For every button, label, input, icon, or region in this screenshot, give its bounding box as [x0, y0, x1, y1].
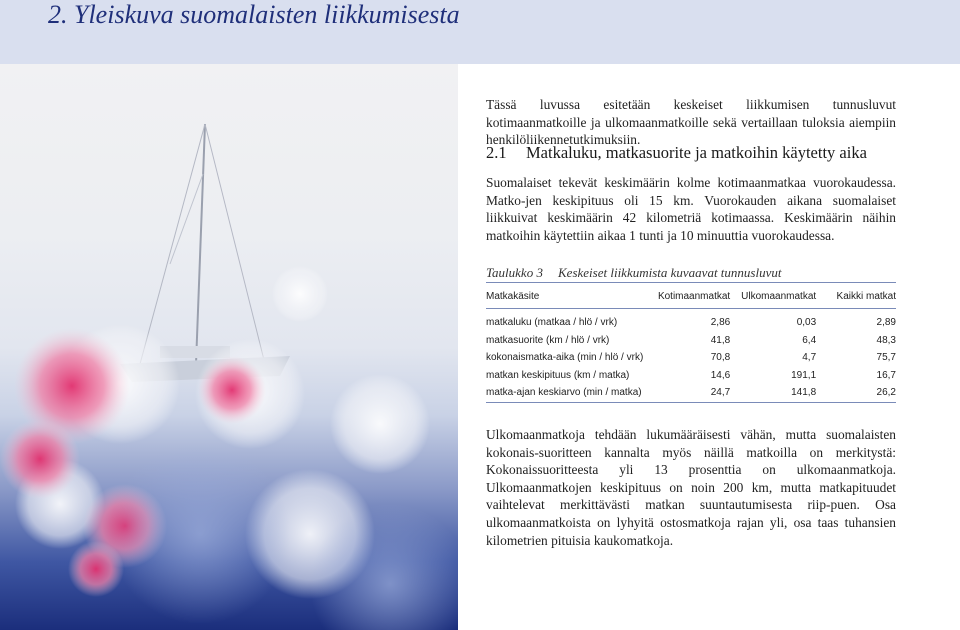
table-cell: kokonaismatka-aika (min / hlö / vrk): [486, 352, 644, 364]
table-cell: 16,7: [876, 369, 896, 381]
sailboat-flower-illustration: [0, 64, 458, 630]
table-row: [486, 384, 896, 402]
table-cell: 24,7: [658, 384, 730, 402]
table-cell: 4,7: [802, 352, 817, 364]
table-header-cell: Ulkomaanmatkat: [730, 286, 816, 309]
table-caption-text: Keskeiset liikkumista kuvaavat tunnusluvut: [558, 265, 782, 280]
section-heading: [486, 144, 867, 162]
table-cell: 26,2: [816, 384, 896, 402]
table-cell: 6,4: [802, 334, 817, 346]
table-cell: 2,89: [876, 317, 896, 328]
table-cell: 70,8: [710, 352, 731, 364]
cover-photo: [0, 64, 458, 630]
table-cell: matkasuorite (km / hlö / vrk): [486, 334, 610, 346]
section-number: 2.1: [486, 143, 507, 162]
table-header-cell: Matkakäsite: [486, 286, 658, 309]
table-row: [486, 309, 896, 332]
table-row: [486, 367, 896, 385]
table-row: [486, 332, 896, 350]
table-cell: 2,86: [710, 317, 731, 328]
table-header-row: [486, 286, 896, 309]
table-cell: matkan keskipituus (km / matka): [486, 369, 630, 381]
table-cell: 41,8: [710, 334, 731, 346]
table-top-rule: [486, 282, 896, 283]
intro-paragraph: Tässä luvussa esitetään keskeiset liikkumisen tunnusluvut kotimaanmatkoille ja ulkomaanmatkoille sekä vertaillaan tuloksia aiempiin henkilöliikennetutkimuksiin.: [486, 97, 896, 148]
table-cell: 48,3: [876, 334, 896, 346]
table-cell: 75,7: [876, 352, 896, 364]
table-header-cell: Kotimaanmatkat: [658, 286, 730, 309]
table-cell: 141,8: [730, 384, 816, 402]
table-header-cell: Kaikki matkat: [816, 286, 896, 309]
table-cell: 14,6: [710, 369, 731, 381]
section-title: Matkaluku, matkasuorite ja matkoihin käytetty aika: [526, 143, 867, 162]
section-paragraph: Suomalaiset tekevät keskimäärin kolme kotimaanmatkaa vuorokaudessa. Matko-jen keskipituus oli 15 km. Vuorokauden aikana suomalaiset liikkuivat keskimäärin 42 kilometriä kotimaassa. Keskimäärin näihin matkoihin käytettiin aikaa 1 tunti ja 10 minuuttia vuorokaudessa.: [486, 175, 896, 243]
chapter-title: 2. Yleiskuva suomalaisten liikkumisesta: [48, 0, 460, 29]
table-cell: matka-ajan keskiarvo (min / matka): [486, 384, 658, 402]
table-cell: 0,03: [796, 317, 817, 328]
table-row: [486, 349, 896, 367]
table-caption: [486, 264, 781, 282]
table-cell: matkaluku (matkaa / hlö / vrk): [486, 317, 618, 328]
table-caption-label: Taulukko 3: [486, 265, 543, 280]
table-cell: 191,1: [791, 369, 817, 381]
closing-paragraph: Ulkomaanmatkoja tehdään lukumääräisesti vähän, mutta suomalaisten kokonais-suoritteen kannalta myös näillä matkoilla on merkitystä: Kokonaissuoritteesta yli 13 prosenttia on ulkomaanmatkoja. Ulkomaanmatkojen keskipituus on noin 200 km, mutta matkapituudet vaihtelevat merkittävästi matkan suuntautumisesta riip-puen. Osa ulkomaanmatkoista on lyhyitä ostosmatkoja rajan yli, osa taas tuhansien kilometrien pituisia kaukomatkoja.: [486, 427, 896, 548]
key-figures-table: [486, 286, 896, 403]
